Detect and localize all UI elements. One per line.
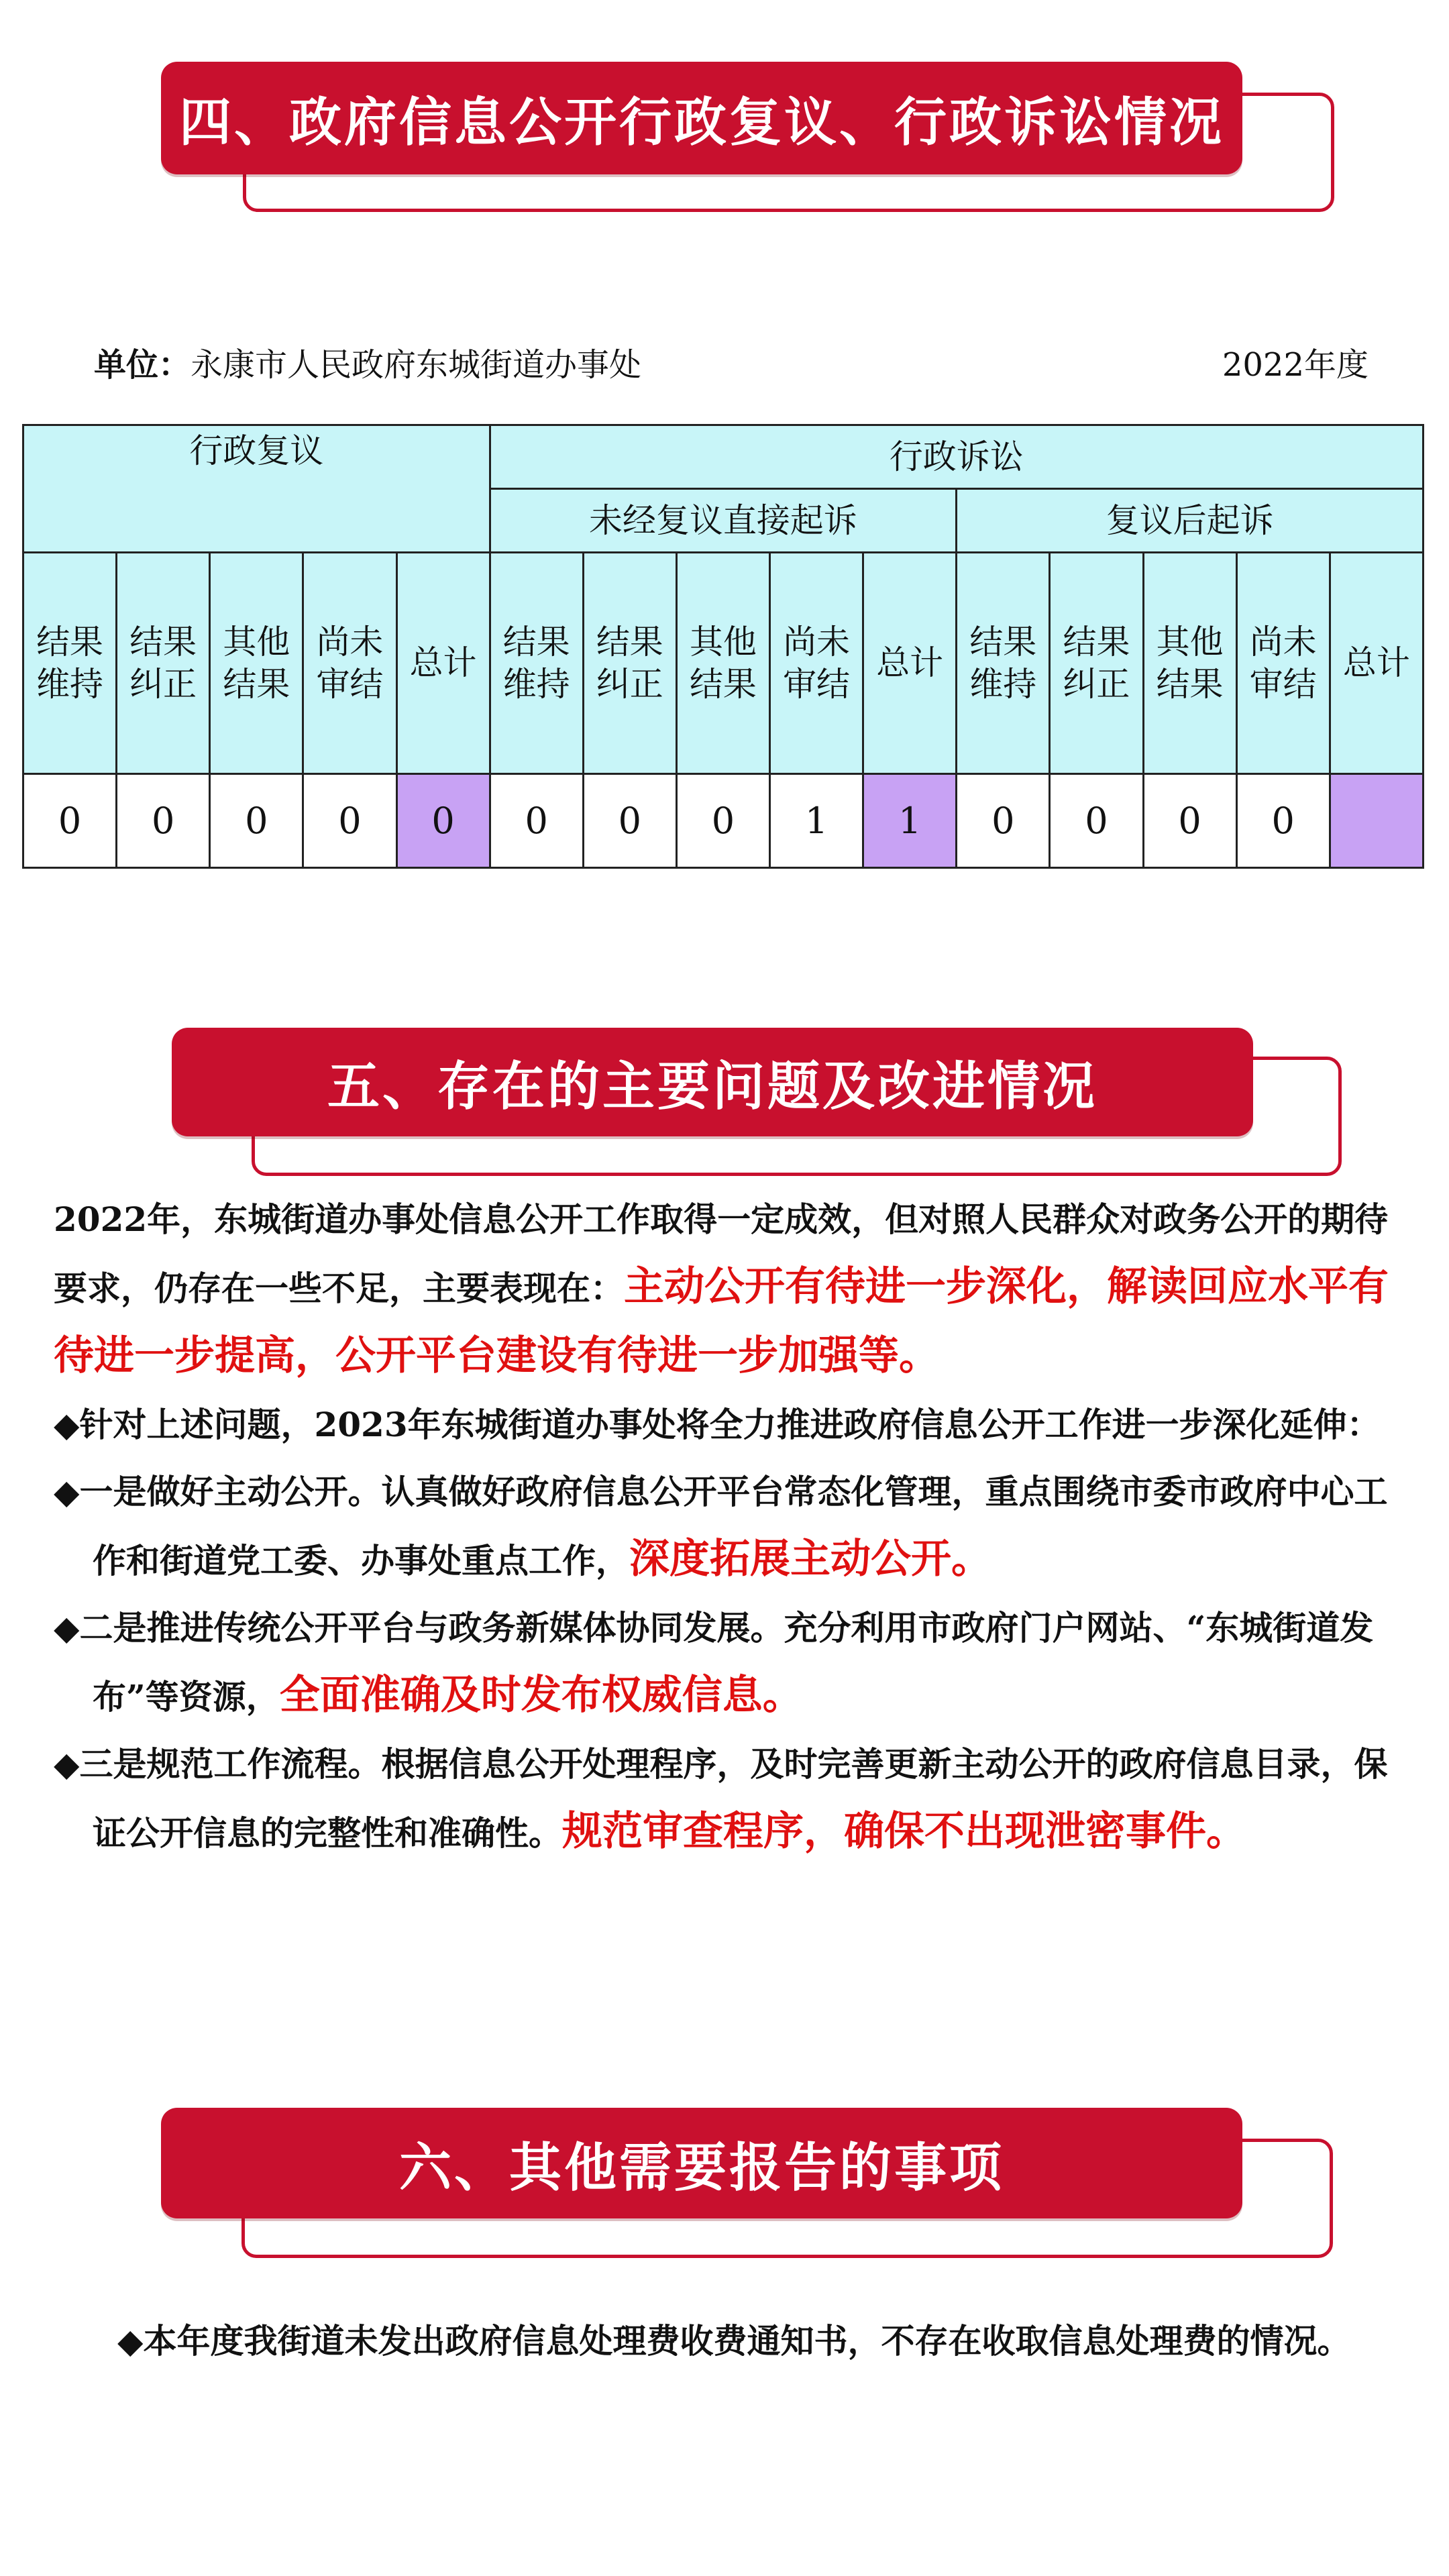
total-cell bbox=[1330, 774, 1423, 868]
value-cell: 0 bbox=[117, 774, 210, 868]
bullet-text: 二是推进传统公开平台与政务新媒体协同发展。充分利用市政府门户网站、“东城街道发布”等资源， bbox=[79, 1608, 1374, 1717]
col-header: 结果纠正 bbox=[583, 553, 676, 774]
after-review-suit-header: 复议后起诉 bbox=[957, 489, 1424, 553]
value-cell: 0 bbox=[303, 774, 396, 868]
problems-intro bbox=[54, 1186, 1409, 1391]
bullet-item bbox=[54, 1391, 1409, 1458]
col-header: 尚未审结 bbox=[770, 553, 863, 774]
problems-section bbox=[54, 1186, 1409, 1867]
diamond-icon: ◆ bbox=[54, 1405, 80, 1444]
section-5-title: 五、存在的主要问题及改进情况 bbox=[172, 1028, 1253, 1136]
value-cell: 0 bbox=[1143, 774, 1236, 868]
bullet-item bbox=[54, 1595, 1409, 1731]
bullet-highlight: 全面准确及时发布权威信息。 bbox=[279, 1672, 803, 1719]
bullet-text: 一是做好主动公开。认真做好政府信息公开平台常态化管理，重点围绕市委市政府中心工作和街道党工委、办事处重点工作， bbox=[79, 1472, 1388, 1580]
bullet-item bbox=[54, 1458, 1409, 1595]
unit-value: 永康市人民政府东城街道办事处 bbox=[191, 346, 642, 384]
other-text: 本年度我街道未发出政府信息处理费收费通知书，不存在收取信息处理费的情况。 bbox=[143, 2321, 1351, 2361]
unit-line bbox=[94, 339, 1368, 385]
bullet-text: 三是规范工作流程。根据信息公开处理程序，及时完善更新主动公开的政府信息目录，保证公开信息的完整性和准确性。 bbox=[79, 1744, 1388, 1853]
bullet-item bbox=[54, 1731, 1409, 1867]
col-header: 结果纠正 bbox=[1050, 553, 1143, 774]
direct-suit-header: 未经复议直接起诉 bbox=[490, 489, 957, 553]
intro-highlight: 主动公开有待进一步深化，解读回应水平有待进一步提高，公开平台建设有待进一步加强等。 bbox=[54, 1263, 1389, 1379]
col-header: 总计 bbox=[396, 553, 490, 774]
col-header: 尚未审结 bbox=[1236, 553, 1330, 774]
col-header: 其他结果 bbox=[676, 553, 769, 774]
diamond-icon: ◆ bbox=[54, 1745, 80, 1784]
section-6-title: 六、其他需要报告的事项 bbox=[161, 2108, 1242, 2218]
bullet-highlight: 深度拓展主动公开。 bbox=[629, 1536, 991, 1582]
col-header: 结果维持 bbox=[23, 553, 117, 774]
intro-text: 2022年，东城街道办事处信息公开工作取得一定成效，但对照人民群众对政务公开的期待要求，仍存在一些不足，主要表现在： bbox=[54, 1199, 1389, 1308]
section-4-title: 四、政府信息公开行政复议、行政诉讼情况 bbox=[161, 62, 1242, 174]
col-header: 其他结果 bbox=[1143, 553, 1236, 774]
value-cell: 0 bbox=[1236, 774, 1330, 868]
col-header: 总计 bbox=[863, 553, 957, 774]
admin-review-header: 行政复议 bbox=[23, 425, 490, 553]
value-cell: 0 bbox=[490, 774, 583, 868]
total-cell: 0 bbox=[396, 774, 490, 868]
total-cell: 1 bbox=[863, 774, 957, 868]
admin-litigation-header: 行政诉讼 bbox=[490, 425, 1423, 489]
value-cell: 0 bbox=[957, 774, 1050, 868]
other-matters bbox=[117, 2308, 1417, 2375]
col-header: 总计 bbox=[1330, 553, 1423, 774]
value-cell: 0 bbox=[23, 774, 117, 868]
col-header: 结果维持 bbox=[490, 553, 583, 774]
value-cell: 0 bbox=[210, 774, 303, 868]
diamond-icon: ◆ bbox=[54, 1609, 80, 1648]
bullet-text: 针对上述问题，2023年东城街道办事处将全力推进政府信息公开工作进一步深化延伸： bbox=[79, 1405, 1381, 1444]
bullet-highlight: 规范审查程序，确保不出现泄密事件。 bbox=[562, 1808, 1246, 1855]
review-litigation-table bbox=[22, 424, 1424, 869]
col-header: 其他结果 bbox=[210, 553, 303, 774]
value-cell: 1 bbox=[770, 774, 863, 868]
diamond-icon: ◆ bbox=[117, 2322, 144, 2361]
col-header: 结果纠正 bbox=[117, 553, 210, 774]
value-cell: 0 bbox=[676, 774, 769, 868]
value-cell: 0 bbox=[583, 774, 676, 868]
col-header: 结果维持 bbox=[957, 553, 1050, 774]
unit-label: 单位： bbox=[94, 346, 191, 384]
report-year: 2022年度 bbox=[1222, 346, 1368, 384]
col-header: 尚未审结 bbox=[303, 553, 396, 774]
value-cell: 0 bbox=[1050, 774, 1143, 868]
diamond-icon: ◆ bbox=[54, 1472, 80, 1511]
